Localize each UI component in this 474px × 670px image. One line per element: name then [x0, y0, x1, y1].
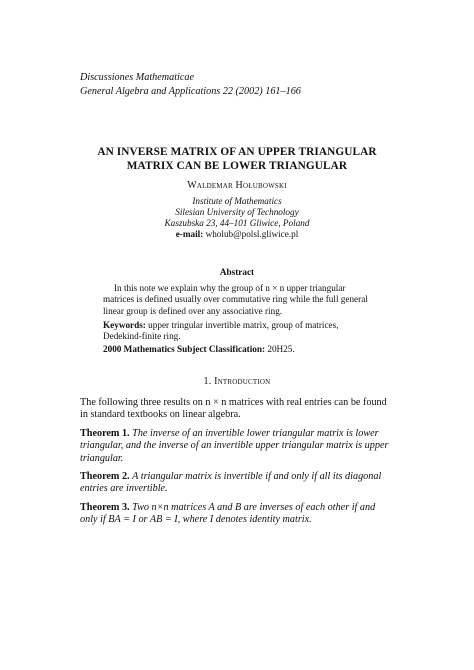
abstract-text: [103, 283, 370, 317]
msc-classification: [103, 344, 370, 354]
intro-line-1: The following three results on n × n matrices with real entries can be found: [80, 397, 387, 408]
journal-volume: General Algebra and Applications 22 (2002) 161–166: [80, 86, 301, 97]
journal-header: [80, 71, 301, 99]
theorem-2: [80, 471, 396, 496]
theorem-text-line-2: only if BA = I or AB = I, where I denotes identity matrix.: [80, 514, 312, 526]
keywords: [103, 320, 370, 343]
email-address: wholub@polsl.gliwice.pl: [205, 229, 299, 239]
intro-paragraph: [80, 397, 396, 422]
affiliation-line-1: Institute of Mathematics: [192, 196, 282, 206]
theorem-1: [80, 428, 396, 465]
section-heading-introduction: 1. Introduction: [203, 376, 271, 387]
theorem-text-line-3: triangular.: [80, 452, 124, 464]
theorem-text-line-2: entries are invertible.: [80, 483, 168, 495]
theorem-text-line-1: The inverse of an invertible lower triangular matrix is lower: [132, 428, 379, 439]
author-email: [60, 229, 414, 239]
theorem-label: Theorem 1.: [80, 428, 130, 439]
abstract-heading: Abstract: [219, 267, 255, 277]
affiliation-line-3: Kaszubska 23, 44–101 Gliwice, Poland: [164, 218, 310, 229]
title-line-2: MATRIX CAN BE LOWER TRIANGULAR: [126, 159, 348, 172]
intro-line-2: in standard textbooks on linear algebra.: [80, 409, 241, 421]
theorem-text-line-1: Two n×n matrices A and B are inverses of each other if and: [132, 502, 376, 513]
keywords-line-2: Dedekind-finite ring.: [103, 331, 181, 342]
paper-title: [60, 146, 414, 173]
email-label: e-mail:: [175, 229, 204, 239]
abstract-line-1: In this note we explain why the group of n × n upper triangular: [114, 283, 346, 293]
theorem-text-line-2: triangular, and the inverse of an invertible upper triangular matrix is upper: [80, 440, 389, 452]
msc-value: 20H25.: [267, 344, 295, 354]
theorem-label: Theorem 2.: [80, 471, 130, 482]
journal-name: Discussiones Mathematicae: [80, 72, 195, 83]
abstract-line-3: linear group is defined over any associative ring.: [103, 305, 283, 316]
theorem-text-line-1: A triangular matrix is invertible if and only if all its diagonal: [132, 471, 382, 482]
author-name: Waldemar Hołubowski: [187, 180, 287, 191]
msc-label: 2000 Mathematics Subject Classification:: [103, 344, 266, 354]
affiliation-line-2: Silesian University of Technology: [175, 207, 299, 218]
title-line-1: AN INVERSE MATRIX OF AN UPPER TRIANGULAR: [97, 146, 377, 158]
keywords-line-1: upper tringular invertible matrix, group of matrices,: [148, 320, 339, 330]
theorem-label: Theorem 3.: [80, 502, 130, 513]
author-affiliation: [60, 196, 414, 230]
theorem-3: [80, 502, 396, 527]
keywords-label: Keywords:: [103, 320, 146, 330]
abstract-line-2: matrices is defined usually over commutative ring while the full general: [103, 294, 368, 305]
